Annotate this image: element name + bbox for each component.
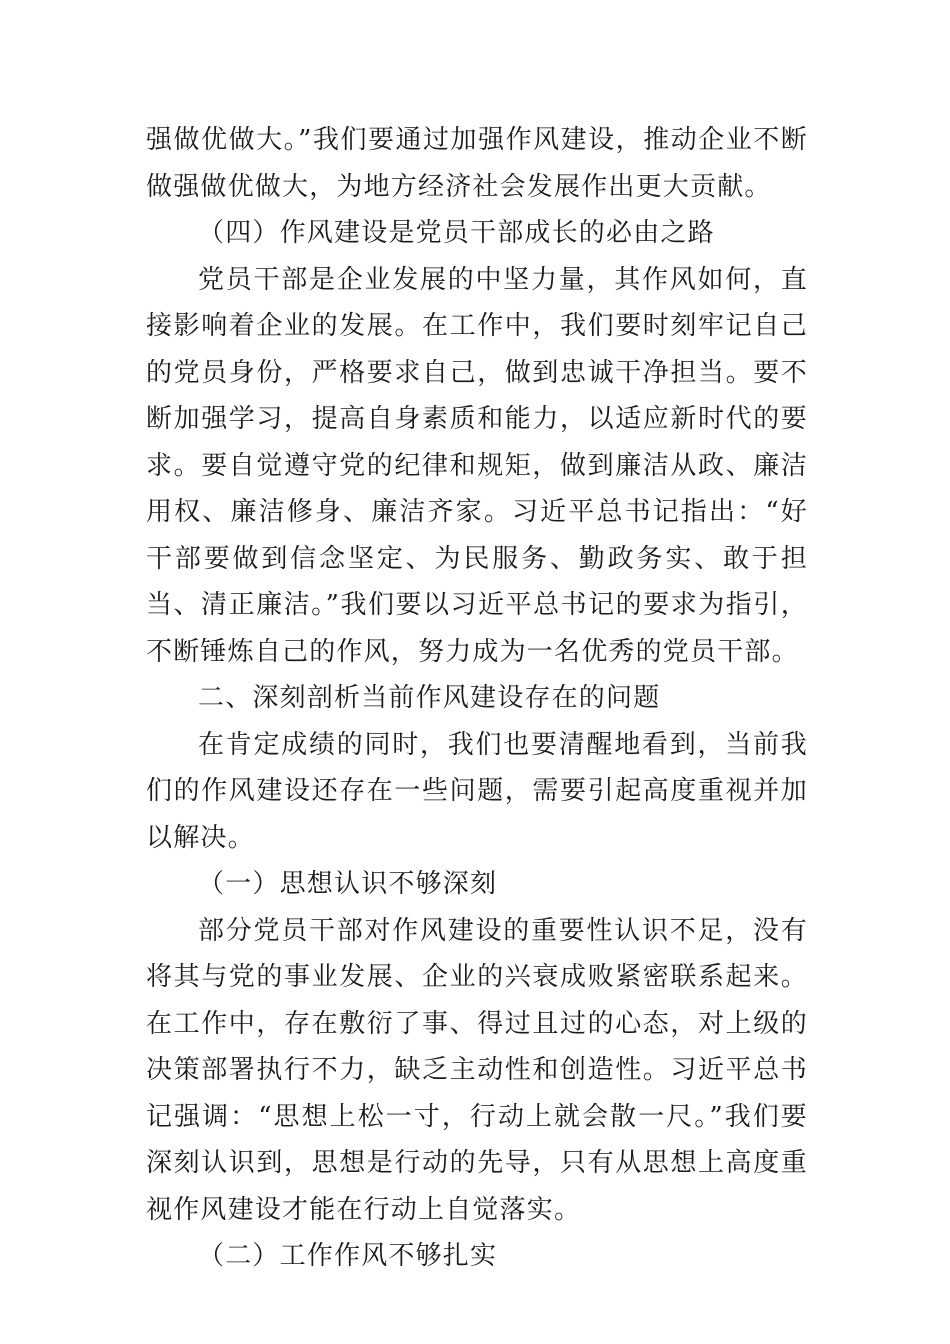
section-heading-2: （二）工作作风不够扎实 [198, 1241, 498, 1271]
paragraph-party-cadres: 党员干部是企业发展的中坚力量，其作风如何，直接影响着企业的发展。在工作中，我们要时刻牢记自己的党员身份，严格要求自己，做到忠诚干净担当。要不断加强学习，提高自身素质和能力，以适应新时代的要求。要自觉遵守党的纪律和规矩，做到廉洁从政、廉洁用权、廉洁修身、廉洁齐家。习近平总书记指出：“好干部要做到信念坚定、为民服务、勤政务实、敢于担当、清正廉洁。”我们要以习近平总书记的要求为指引，不断锤炼自己的作风，努力成为一名优秀的党员干部。 [146, 264, 808, 667]
paragraph-problems-intro: 在肯定成绩的同时，我们也要清醒地看到，当前我们的作风建设还存在一些问题，需要引起高度重视并加以解决。 [146, 729, 808, 853]
section-heading-part-2: 二、深刻剖析当前作风建设存在的问题 [198, 683, 661, 713]
section-heading-4: （四）作风建设是党员干部成长的必由之路 [198, 218, 715, 248]
paragraph-continuation: 强做优做大。”我们要通过加强作风建设，推动企业不断做强做优做大，为地方经济社会发展作出更大贡献。 [146, 125, 808, 202]
paragraph-thinking: 部分党员干部对作风建设的重要性认识不足，没有将其与党的事业发展、企业的兴衰成败紧密联系起来。在工作中，存在敷衍了事、得过且过的心态，对上级的决策部署执行不力，缺乏主动性和创造性。习近平总书记强调：“思想上松一寸，行动上就会散一尺。”我们要深刻认识到，思想是行动的先导，只有从思想上高度重视作风建设才能在行动上自觉落实。 [146, 915, 808, 1225]
document-body [146, 117, 808, 1280]
section-heading-1: （一）思想认识不够深刻 [198, 869, 498, 899]
